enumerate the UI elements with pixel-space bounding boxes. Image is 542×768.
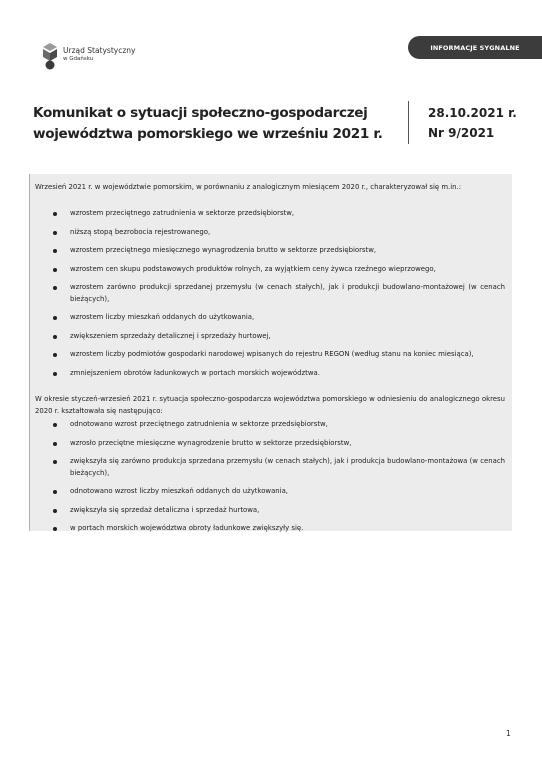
list-item: wzrosło przeciętne miesięczne wynagrodzenie brutto w sektorze przedsiębiorstw,: [40, 438, 505, 450]
logo-mark-icon: [40, 41, 60, 71]
title-line2: województwa pomorskiego we wrześniu 2021 r.: [33, 126, 383, 142]
section1-intro: Wrzesień 2021 r. w województwie pomorskim, w porównaniu z analogicznym miesiącem 2020 r., charakteryzował się m.in.:: [35, 183, 462, 191]
section2-intro: W okresie styczeń-wrzesień 2021 r. sytuacja społeczno-gospodarcza województwa pomorskiego w odniesieniu do analogicznego okresu 2020 r. kształtowała się następująco:: [35, 395, 505, 415]
list-item: wzrostem liczby mieszkań oddanych do użytkowania,: [40, 312, 505, 324]
section1-list: [40, 208, 505, 379]
bullet-icon: [53, 423, 57, 427]
bullet-icon: [53, 231, 57, 235]
list-item: wzrostem przeciętnego miesięcznego wynagrodzenia brutto w sektorze przedsiębiorstw,: [40, 245, 505, 257]
release-number: Nr 9/2021: [428, 126, 495, 140]
informacje-sygnalne-badge: INFORMACJE SYGNALNE: [408, 36, 542, 59]
bullet-icon: [53, 353, 57, 357]
header-divider: [408, 101, 409, 144]
list-item: odnotowano wzrost przeciętnego zatrudnienia w sektorze przedsiębiorstw,: [40, 419, 505, 431]
list-item: w portach morskich województwa obroty ładunkowe zwiększyły się.: [40, 523, 505, 535]
bullet-icon: [53, 527, 57, 531]
list-item: odnotowano wzrost liczby mieszkań oddanych do użytkowania,: [40, 486, 505, 498]
list-item: wzrostem przeciętnego zatrudnienia w sektorze przedsiębiorstw,: [40, 208, 505, 220]
list-item: zwiększeniem sprzedaży detalicznej i sprzedaży hurtowej,: [40, 331, 505, 343]
list-item: zwiększyła się zarówno produkcja sprzedana przemysłu (w cenach stałych), jak i produkcja budowlano-montażowa (w cenach bieżących),: [40, 456, 505, 479]
bullet-icon: [53, 442, 57, 446]
bullet-icon: [53, 249, 57, 253]
page-title: [33, 103, 403, 145]
bullet-icon: [53, 268, 57, 272]
bullet-icon: [53, 509, 57, 513]
logo-line2: w Gdańsku: [63, 56, 94, 62]
bullet-icon: [53, 212, 57, 216]
bullet-icon: [53, 316, 57, 320]
bullet-icon: [53, 490, 57, 494]
bullet-icon: [53, 335, 57, 339]
list-item: wzrostem liczby podmiotów gospodarki narodowej wpisanych do rejestru REGON (według stanu na koniec miesiąca),: [40, 349, 505, 361]
bullet-icon: [53, 372, 57, 376]
logo: [40, 41, 150, 71]
list-item: wzrostem cen skupu podstawowych produktów rolnych, za wyjątkiem ceny żywca rzeźnego wieprzowego,: [40, 264, 505, 276]
bullet-icon: [53, 286, 57, 290]
page-number: 1: [506, 729, 511, 738]
list-item: zwiększyła się sprzedaż detaliczna i sprzedaż hurtowa,: [40, 505, 505, 517]
list-item: wzrostem zarówno produkcji sprzedanej przemysłu (w cenach stałych), jak i produkcji budowlano-montażowej (w cenach bieżących),: [40, 282, 505, 305]
bullet-icon: [53, 460, 57, 464]
title-line1: Komunikat o sytuacji społeczno-gospodarczej: [33, 105, 368, 121]
logo-line1: Urząd Statystyczny: [63, 46, 136, 55]
release-date: 28.10.2021 r.: [428, 106, 517, 120]
section2-list: [40, 419, 505, 535]
list-item: niższą stopą bezrobocia rejestrowanego,: [40, 227, 505, 239]
list-item: zmniejszeniem obrotów ładunkowych w portach morskich województwa.: [40, 368, 505, 380]
